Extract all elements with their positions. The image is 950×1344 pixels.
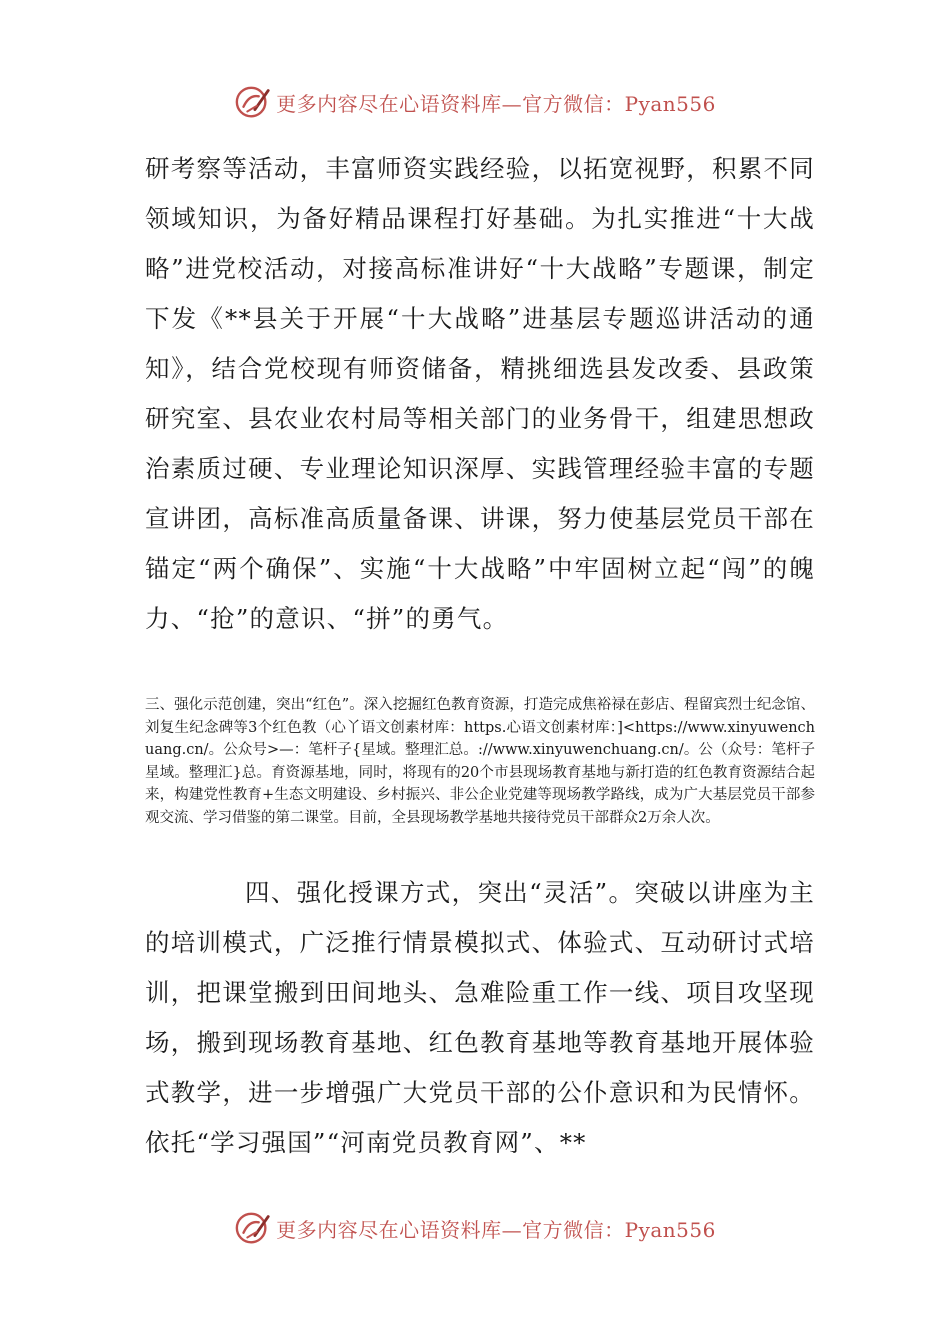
pen-seal-icon: [234, 83, 272, 121]
body-paragraph-1: 研考察等活动，丰富师资实践经验，以拓宽视野，积累不同领域知识，为备好精品课程打好基础。为扎实推进“十大战略”进党校活动，对接高标准讲好“十大战略”专题课，制定下发《**县关于开展“十大战略”进基层专题巡讲活动的通知》，结合党校现有师资储备，精挑细选县发改委、县政策研究室、县农业农村局等相关部门的业务骨干，组建思想政治素质过硬、专业理论知识深厚、实践管理经验丰富的专题宣讲团，高标准高质量备课、讲课，努力使基层党员干部在锚定“两个确保”、实施“十大战略”中牢固树立起“闯”的魄力、“抢”的意识、“拼”的勇气。: [145, 154, 815, 633]
footer-banner-text: 更多内容尽在心语资料库—官方微信：Pyan556: [276, 1217, 716, 1242]
pen-seal-icon: [234, 1209, 272, 1247]
header-banner: [0, 82, 950, 122]
body-paragraph-section-3: 三、强化示范创建，突出“红色”。深入挖掘红色教育资源，打造完成焦裕禄在彭店、程留宾烈士纪念馆、刘复生纪念碑等3个红色教（心丫语文创素材库：https.心语文创素材库：]<https://www.xinyuwenchuang.cn/。公众号>—：笔杆子{星域。整理汇总。://www.xinyuwenchuang.cn/。公（众号：笔杆子星域。整理汇}总。育资源基地，同时，将现有的20个市县现场教育基地与新打造的红色教育资源结合起来，构建党性教育+生态文明建设、乡村振兴、非公企业党建等现场教学路线，成为广大基层党员干部参观交流、学习借鉴的第二课堂。目前，全县现场教学基地共接待党员干部群众2万余人次。: [145, 697, 815, 826]
header-banner-text: 更多内容尽在心语资料库—官方微信：Pyan556: [276, 91, 716, 116]
body-paragraph-section-4: 四、强化授课方式，突出“灵活”。突破以讲座为主的培训模式，广泛推行情景模拟式、体验式、互动研讨式培训，把课堂搬到田间地头、急难险重工作一线、项目攻坚现场，搬到现场教育基地、红色教育基地等教育基地开展体验式教学，进一步增强广大党员干部的公仆意识和为民情怀。依托“学习强国”“河南党员教育网”、**: [145, 878, 815, 1157]
footer-banner: [0, 1208, 950, 1248]
